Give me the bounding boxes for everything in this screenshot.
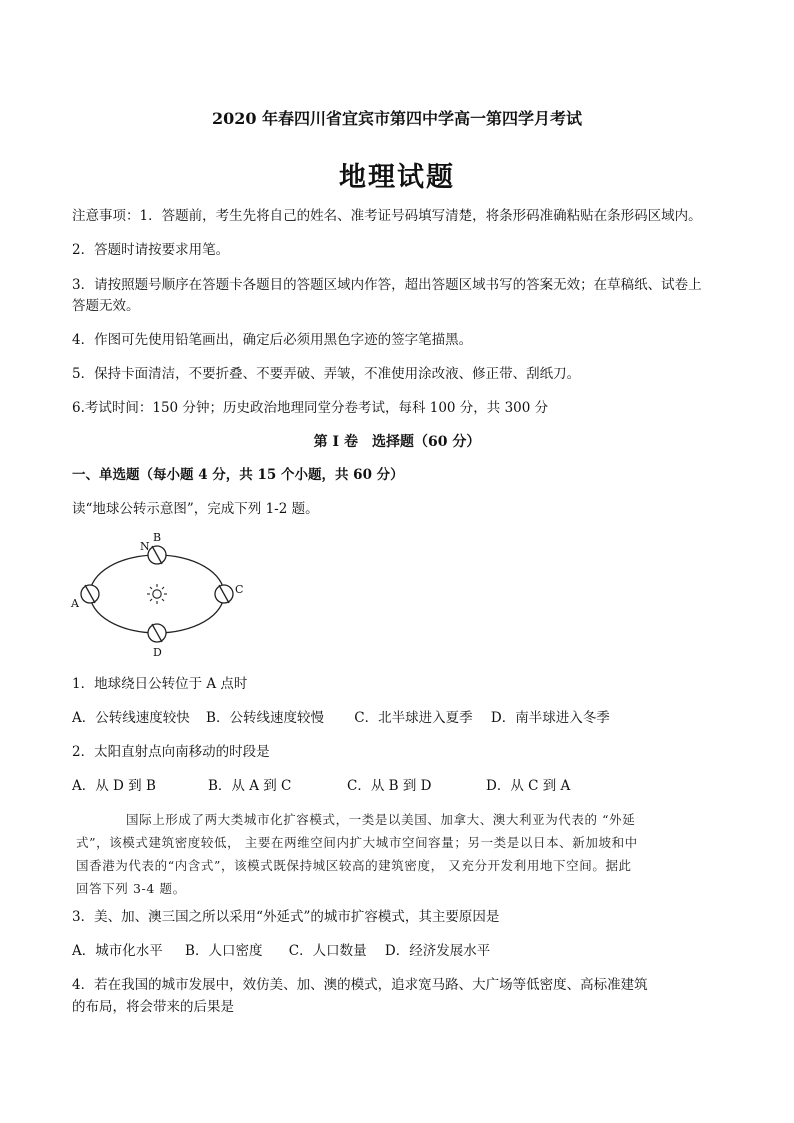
passage-line-1: 国际上形成了两大类城市化扩容模式，一类是以美国、加拿大、澳大利亚为代表的 “外延 [126,812,636,827]
passage-line-2: 式”，该模式建筑密度较低， 主要在两维空间内扩大城市空间容量；另一类是以日本、新加坡和中 [76,835,638,850]
note-1: 注意事项：1．答题前，考生先将自己的姓名、准考证号码填写清楚，将条形码准确粘贴在条形码区域内。 [72,208,702,224]
note-3-line1: 3．请按照题号顺序在答题卡各题目的答题区域内作答，超出答题区域书写的答案无效；在草稿纸、试卷上 [72,277,702,293]
label-b: B [153,532,162,544]
q2-option-a: A．从 D 到 B [72,778,156,794]
q1-option-b: B．公转线速度较慢 [206,710,324,726]
q2-option-d: D．从 C 到 A [486,778,571,794]
q1-option-a: A．公转线速度较快 [72,710,190,726]
earth-a-icon [81,585,99,603]
note-5: 5．保持卡面清洁，不要折叠、不要弄破、弄皱，不准使用涂改液、修正带、刮纸刀。 [72,366,581,382]
label-d: D [153,646,162,659]
note-6: 6.考试时间：150 分钟；历史政治地理同堂分卷考试，每科 100 分，共 300 分 [72,400,549,416]
q2-option-b: B．从 A 到 C [208,778,292,794]
note-2: 2．答题时请按要求用笔。 [72,242,230,258]
q4-stem-line2: 的布局，将会带来的后果是 [72,999,234,1015]
part-title: 一、单选题（每小题 4 分，共 15 个小题，共 60 分） [72,467,404,483]
q3-options [72,941,490,961]
note-4: 4．作图可先使用铅笔画出，确定后必须用黑色字迹的签字笔描黑。 [72,332,473,348]
q3-option-c: C．人口数量 [288,943,367,959]
q2-option-c: C．从 B 到 D [347,778,432,794]
earth-d-icon [148,624,166,642]
label-a: A [71,597,79,610]
q1-options [72,708,610,728]
q3-stem: 3．美、加、澳三国之所以采用“外延式”的城市扩容模式，其主要原因是 [72,909,500,925]
passage-line-4: 回答下列 3-4 题。 [76,881,186,896]
orbit-ellipse [90,555,224,633]
exam-title: 2020 年春四川省宜宾市第四中学高一第四学月考试 [211,109,583,128]
subject-title: 地理试题 [339,162,455,193]
sun-icon [147,584,167,604]
earth-c-icon [215,585,233,603]
earth-b-icon [148,546,166,564]
q3-option-b: B．人口密度 [185,943,263,959]
q1-stem: 1．地球绕日公转位于 A 点时 [72,676,248,692]
intro-1-2: 读“地球公转示意图”，完成下列 1-2 题。 [72,501,319,517]
q4-stem-line1: 4．若在我国的城市发展中，效仿美、加、澳的模式，追求宽马路、大广场等低密度、高标准建筑 [72,977,648,993]
passage-line-3: 国香港为代表的“内含式”，该模式既保持城区较高的建筑密度， 又充分开发利用地下空间。据此 [76,858,632,873]
q1-option-c: C．北半球进入夏季 [354,710,473,726]
label-c: C [235,583,244,596]
q1-option-d: D．南半球进入冬季 [490,710,610,726]
q3-option-a: A．城市化水平 [72,943,163,959]
note-3-line2: 答题无效。 [72,298,140,314]
label-n: N [140,540,150,553]
section-title: 第 I 卷 选择题（60 分） [313,434,481,450]
q3-option-d: D．经济发展水平 [384,943,491,959]
earth-orbit-diagram [66,532,256,660]
q2-stem: 2．太阳直射点向南移动的时段是 [72,744,270,760]
